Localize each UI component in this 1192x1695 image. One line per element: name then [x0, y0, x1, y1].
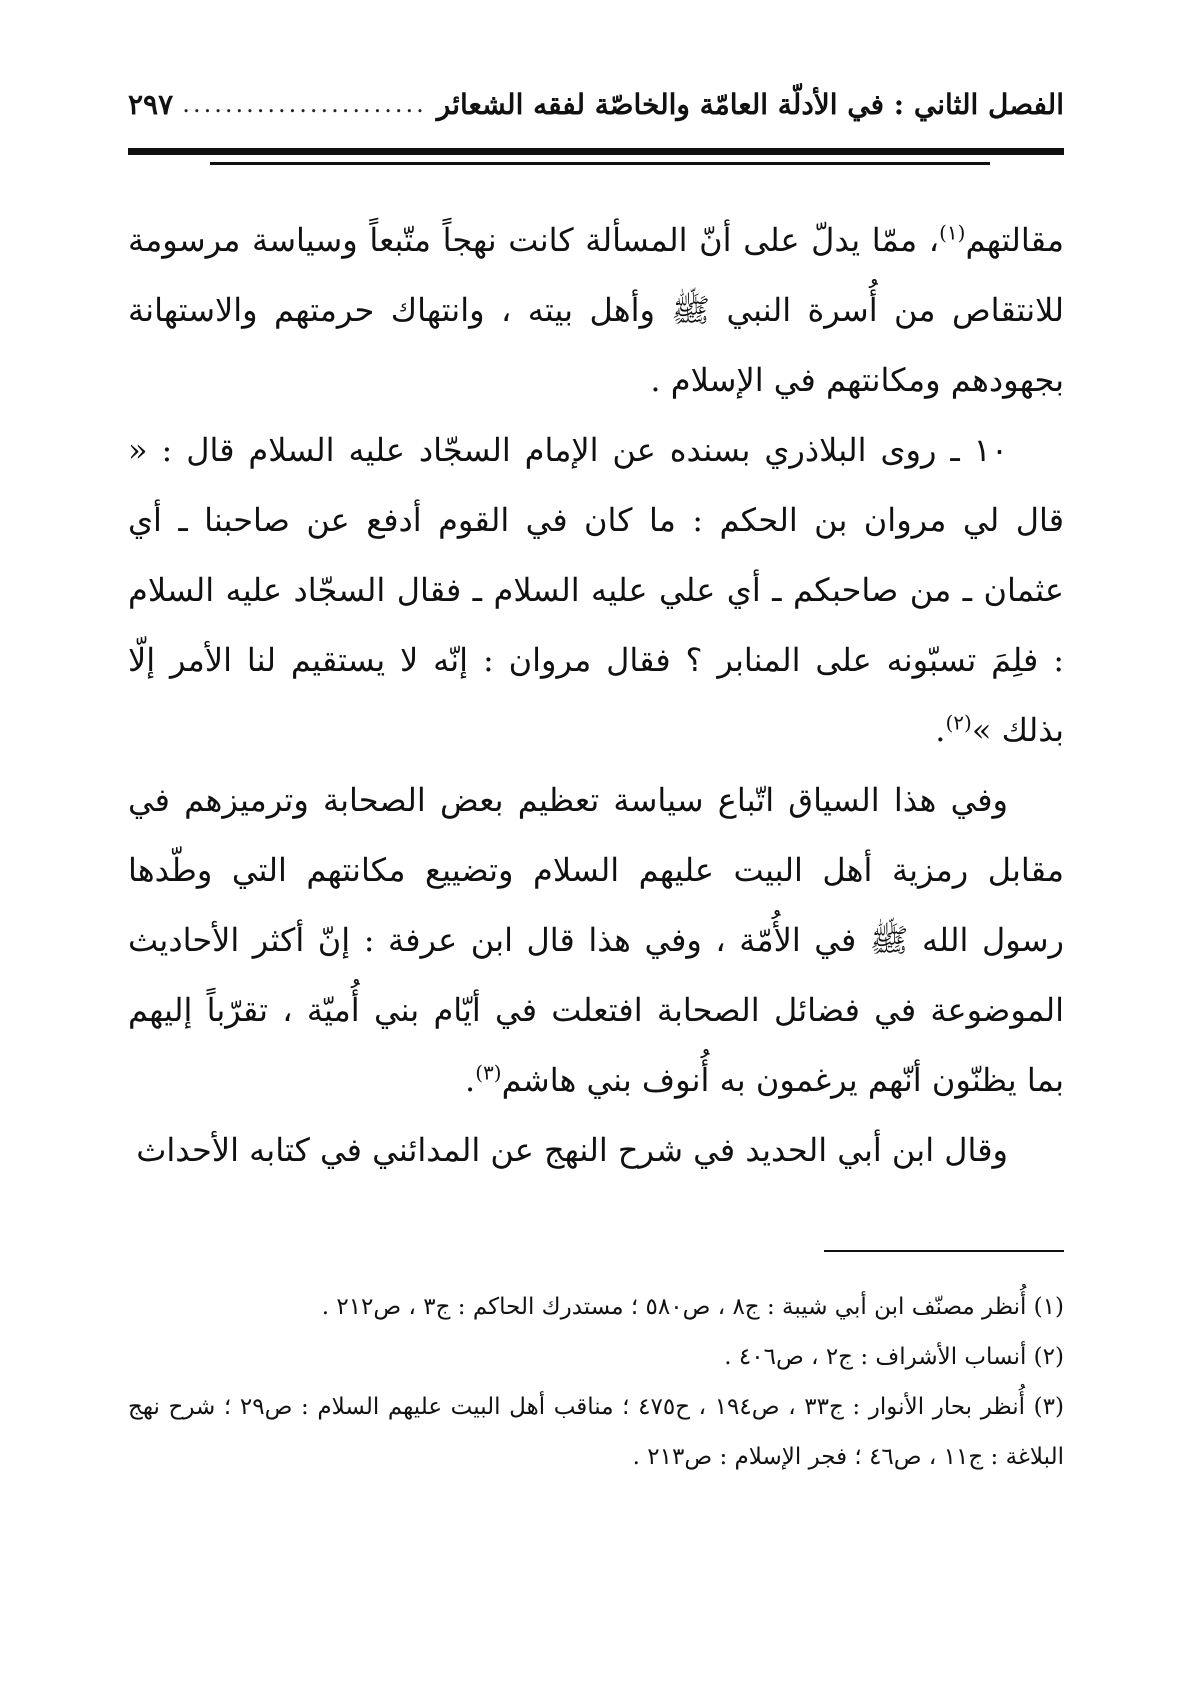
paragraph — [128, 1115, 1064, 1185]
footnote: (٢) أنساب الأشراف : ج٢ ، ص٤٠٦ . — [724, 1344, 1064, 1370]
paragraph — [128, 205, 1064, 415]
paragraph — [128, 765, 1064, 1115]
footnote-reference: (٣) — [475, 1060, 502, 1085]
footnotes — [128, 1282, 1064, 1482]
chapter-title: الفصل الثاني : في الأدلّة العامّة والخاصّة لفقه الشعائر — [436, 87, 1064, 121]
footnote-reference: (٢) — [945, 710, 972, 735]
paragraph — [128, 415, 1064, 765]
paragraph-text: وفي هذا السياق اتّباع سياسة تعظيم بعض الصحابة وترميزهم في مقابل رمزية أهل البيت عليهم السلام وتضييع مكانتهم التي وطّدها رسول الله ﷺ في الأُمّة ، وفي هذا قال ابن عرفة : إنّ أكثر الأحاديث الموضوعة في فضائل الصحابة افتعلت في أيّام بني أُميّة ، تقرّباً إليهم بما يظنّون أنّهم يرغمون به أُنوف بني هاشم — [128, 781, 1065, 1099]
footnote-separator — [824, 1250, 1064, 1252]
footnote: (١) أُنظر مصنّف ابن أبي شيبة : ج٨ ، ص٥٨٠ ؛ مستدرك الحاكم : ج٣ ، ص٢١٢ . — [321, 1294, 1064, 1320]
body-text — [128, 205, 1064, 1185]
paragraph-text: مقالتهم — [965, 221, 1064, 259]
running-header — [128, 78, 1064, 130]
paragraph-text-after: ، ممّا يدلّ على أنّ المسألة كانت نهجاً متّبعاً وسياسة مرسومة للانتقاص من أُسرة النبي ﷺ وأهل بيته ، وانتهاك حرمتهم والاستهانة بجهودهم ومكانتهم في الإسلام . — [128, 221, 1064, 399]
header-rule-thin — [210, 162, 990, 165]
paragraph-text: ١٠ ـ روى البلاذري بسنده عن الإمام السجّاد عليه السلام قال : « قال لي مروان بن الحكم : ما كان في القوم أدفع عن صاحبنا ـ أي عثمان ـ من صاحبكم ـ أي علي عليه السلام ـ فقال السجّاد عليه السلام : فلِمَ تسبّونه على المنابر ؟ فقال مروان : إنّه لا يستقيم لنا الأمر إلّا بذلك » — [128, 431, 1064, 749]
dot-leader — [183, 90, 427, 118]
footnote: (٣) أُنظر بحار الأنوار : ج٣٣ ، ص١٩٤ ، ح٤٧٥ ؛ مناقب أهل البيت عليهم السلام : ص٢٩ ؛ شرح نهج البلاغة : ج١١ ، ص٤٦ ؛ فجر الإسلام : ص٢١٣ . — [128, 1394, 1064, 1470]
page-number: ٢٩٧ — [128, 87, 174, 121]
paragraph-text: وقال ابن أبي الحديد في شرح النهج عن المدائني في كتابه الأحداث — [136, 1131, 1008, 1169]
paragraph-text-after: . — [465, 1061, 476, 1099]
footnote-reference: (١) — [939, 220, 966, 245]
paragraph-text-after: . — [935, 711, 946, 749]
header-rule-thick — [128, 148, 1064, 155]
